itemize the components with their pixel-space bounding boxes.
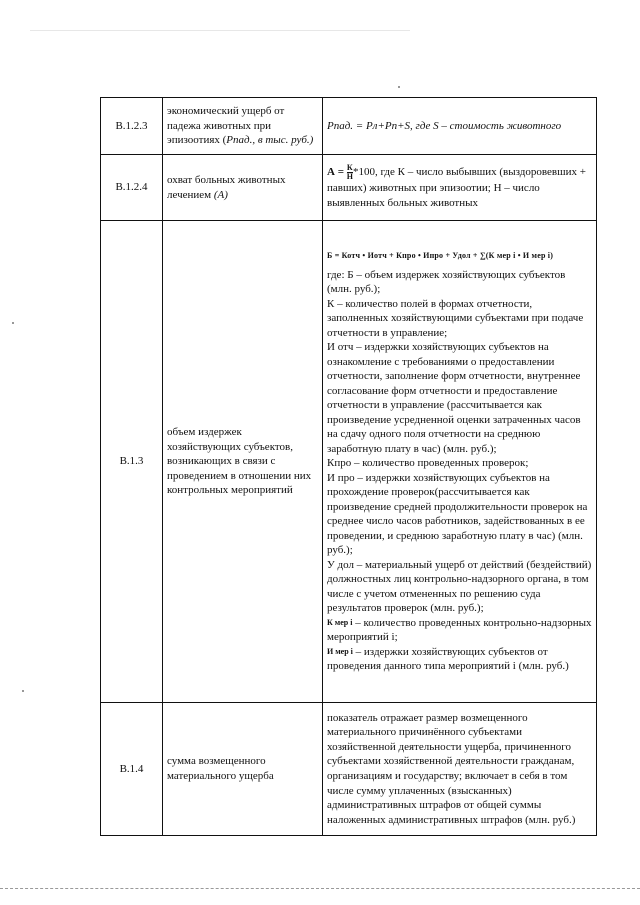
row-name-italic: Рпад., в тыс. руб.) <box>226 134 314 147</box>
row-code: В.1.2.3 <box>101 98 163 155</box>
row-name <box>163 155 323 221</box>
scan-speck <box>12 322 14 324</box>
row-code: В.1.2.4 <box>101 155 163 221</box>
i-mer-symbol: И мер i <box>327 647 353 657</box>
fraction-numerator: К <box>346 163 353 173</box>
indicators-table <box>100 97 597 836</box>
formula-legend-line <box>327 645 592 674</box>
row-code: В.1.4 <box>101 703 163 836</box>
table-row <box>101 221 597 703</box>
row-name-line: эпизоотиях ( <box>167 134 227 147</box>
row-formula: Рпад. = Рл+Рп+S, где S – стоимость животного <box>323 98 597 155</box>
row-name: сумма возмещенного материального ущерба <box>163 703 323 836</box>
formula-legend-line: И про – издержки хозяйствующих субъектов на прохождение проверок(рассчитывается как произведение средней продолжительности проверок на среднее число часов работников, задействованных в ее проведении, и среднюю заработную плату в час) (млн. руб.); <box>327 471 588 557</box>
formula-legend-line: К – количество полей в формах отчетности, заполненных хозяйствующими субъектами при подаче отчетности в управление; <box>327 297 584 339</box>
table-row <box>101 98 597 155</box>
row-name: объем издержек хозяйствующих субъектов, возникающих в связи с проведением в отношении них контрольных мероприятий <box>163 221 323 703</box>
formula-legend-line: У дол – материальный ущерб от действий (бездействий) должностных лиц контрольно-надзорного органа, в том числе с учетом отмененных по решению суда результатов проверок (млн. руб.); <box>327 558 592 615</box>
row-formula: показатель отражает размер возмещенного материального причинённого субъектами хозяйственной деятельности ущерба, причиненного субъектами хозяйственной деятельности гражданам, организациям и государству; включает в себя в том числе сумму уплаченных (взысканных) административных штрафов от общей суммы наложенных административных штрафов (млн. руб.) <box>323 703 597 836</box>
row-name-line: падежа животных при <box>167 119 272 132</box>
formula-lhs: А = <box>327 166 344 179</box>
k-mer-symbol: К мер i <box>327 618 353 628</box>
scan-speck <box>22 690 24 692</box>
formula-expression: Б = Котч • Иотч + Кпро • Ипро + Удол + ∑(К мер i • И мер i) <box>327 251 554 260</box>
row-formula <box>323 221 597 703</box>
fraction-denominator: Н <box>346 172 353 182</box>
row-name-text: охват больных животных лечением <box>167 173 286 201</box>
table-row <box>101 155 597 221</box>
scan-speck <box>398 86 400 88</box>
scan-noise-top <box>30 30 410 31</box>
formula-legend-line: где: Б – объем издержек хозяйствующих субъектов (млн. руб.); <box>327 268 566 296</box>
scan-edge-bottom <box>0 888 640 889</box>
row-formula <box>323 155 597 221</box>
table-row <box>101 703 597 836</box>
formula-legend-line: И отч – издержки хозяйствующих субъектов на ознакомление с требованиями о предоставлении отчетности, заполнение форм отчетности, внутреннее согласование форм отчетности и предоставление отчетности в управление (рассчитывается как произведение усредненной оценки затраченных часов на сдачу одного поля отчетности на среднюю заработную плату в час) (млн. руб.); <box>327 341 581 455</box>
k-mer-text: – количество проведенных контрольно-надзорных мероприятий i; <box>327 616 592 644</box>
formula-legend-line <box>327 616 592 645</box>
formula-legend-line: Кпро – количество проведенных проверок; <box>327 457 529 470</box>
row-name <box>163 98 323 155</box>
formula-text: *100, где К – число выбывших (выздоровевших + павших) животных при эпизоотии; Н – число выявленных больных животных <box>327 166 586 209</box>
row-name-line: экономический ущерб от <box>167 105 285 118</box>
i-mer-text: – издержки хозяйствующих субъектов от проведения данного типа мероприятий i (млн. руб.) <box>327 645 569 673</box>
row-name-italic: (А) <box>213 188 228 201</box>
row-code: В.1.3 <box>101 221 163 703</box>
